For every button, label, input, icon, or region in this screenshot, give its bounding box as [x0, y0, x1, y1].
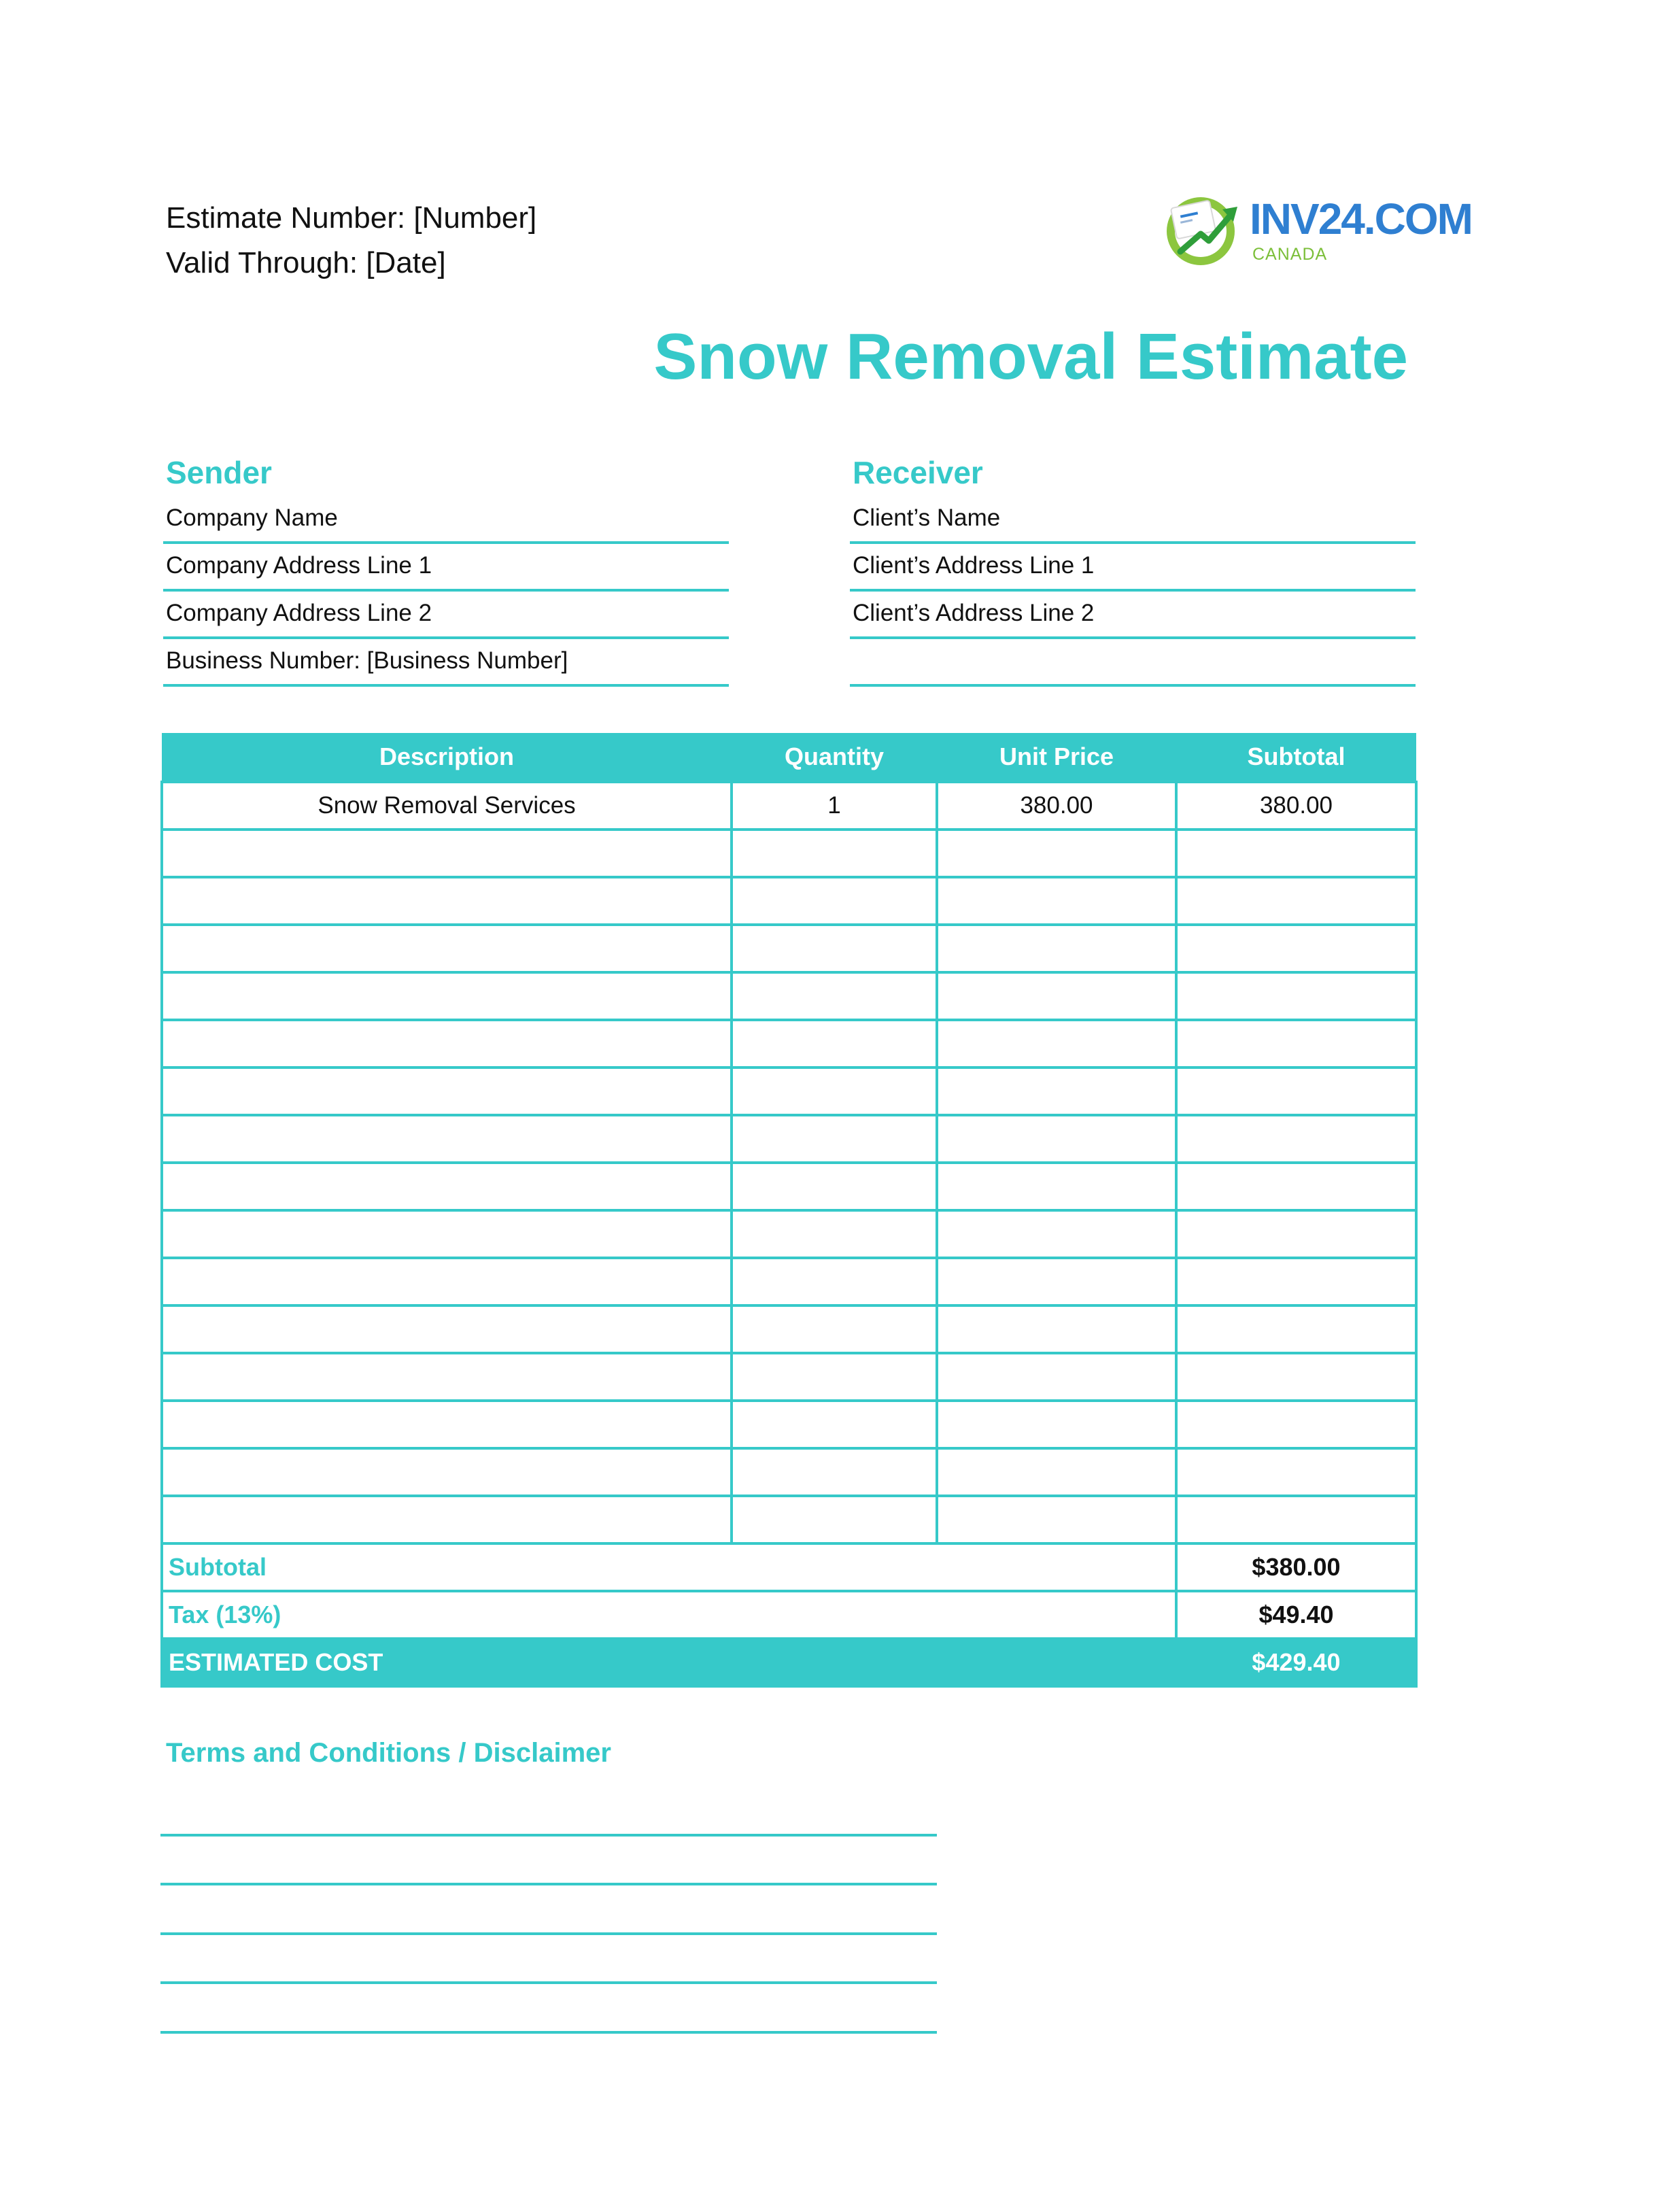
cell-unit-price[interactable]: [937, 925, 1176, 972]
logo-text: INV24.COM: [1250, 194, 1472, 243]
cell-subtotal[interactable]: [1176, 1020, 1416, 1068]
cell-subtotal[interactable]: [1176, 1115, 1416, 1163]
table-row: [162, 925, 1416, 972]
receiver-address-line-1[interactable]: Client’s Address Line 1: [850, 544, 1416, 592]
cell-quantity[interactable]: [732, 830, 937, 877]
cell-description[interactable]: [162, 972, 732, 1020]
table-row: [162, 1353, 1416, 1401]
receiver-address-line-2[interactable]: Client’s Address Line 2: [850, 592, 1416, 639]
terms-heading: Terms and Conditions / Disclaimer: [166, 1738, 611, 1768]
cell-description[interactable]: [162, 1448, 732, 1496]
cell-subtotal[interactable]: [1176, 1163, 1416, 1210]
items-table: [160, 733, 1418, 1545]
header-unit-price: Unit Price: [937, 733, 1176, 782]
cell-quantity[interactable]: [732, 877, 937, 925]
cell-description[interactable]: [162, 1496, 732, 1543]
cell-quantity[interactable]: [732, 1210, 937, 1258]
estimate-number: Estimate Number: [Number]: [166, 201, 537, 235]
cell-quantity[interactable]: [732, 1305, 937, 1353]
cell-unit-price[interactable]: [937, 1115, 1176, 1163]
sender-block: [163, 449, 729, 687]
cell-description[interactable]: [162, 925, 732, 972]
cell-subtotal[interactable]: 380.00: [1176, 782, 1416, 830]
cell-unit-price[interactable]: [937, 830, 1176, 877]
table-row: [162, 1305, 1416, 1353]
items-header-row: [162, 733, 1416, 782]
cell-quantity[interactable]: [732, 1401, 937, 1448]
logo-country: CANADA: [1252, 245, 1328, 264]
cell-quantity[interactable]: [732, 925, 937, 972]
cell-subtotal[interactable]: [1176, 972, 1416, 1020]
cell-quantity[interactable]: [732, 1068, 937, 1115]
cell-subtotal[interactable]: [1176, 1068, 1416, 1115]
cell-quantity[interactable]: [732, 1448, 937, 1496]
cell-description[interactable]: [162, 1163, 732, 1210]
cell-description[interactable]: [162, 1353, 732, 1401]
cell-subtotal[interactable]: [1176, 925, 1416, 972]
cell-description[interactable]: [162, 1401, 732, 1448]
logo-arrow-icon: [1161, 189, 1243, 271]
table-row: [162, 1210, 1416, 1258]
table-row: [162, 1448, 1416, 1496]
cell-unit-price[interactable]: [937, 1305, 1176, 1353]
cell-description[interactable]: [162, 1258, 732, 1305]
estimated-cost-label: ESTIMATED COST: [162, 1639, 1176, 1686]
subtotal-row: [162, 1543, 1416, 1591]
table-row: [162, 1068, 1416, 1115]
sender-address-line-2[interactable]: Company Address Line 2: [163, 592, 729, 639]
cell-quantity[interactable]: 1: [732, 782, 937, 830]
company-logo: [1161, 189, 1472, 271]
cell-description[interactable]: [162, 1068, 732, 1115]
cell-subtotal[interactable]: [1176, 1496, 1416, 1543]
sender-address-line-1[interactable]: Company Address Line 1: [163, 544, 729, 592]
cell-unit-price[interactable]: 380.00: [937, 782, 1176, 830]
receiver-extra-line[interactable]: [850, 639, 1416, 687]
cell-quantity[interactable]: [732, 1020, 937, 1068]
cell-unit-price[interactable]: [937, 1068, 1176, 1115]
cell-subtotal[interactable]: [1176, 1258, 1416, 1305]
terms-line[interactable]: [160, 1935, 937, 1985]
cell-unit-price[interactable]: [937, 1020, 1176, 1068]
cell-description[interactable]: [162, 1115, 732, 1163]
table-row: [162, 1163, 1416, 1210]
cell-unit-price[interactable]: [937, 1448, 1176, 1496]
estimate-meta: [166, 196, 536, 286]
table-row: [162, 782, 1416, 830]
tax-row: [162, 1591, 1416, 1639]
terms-line[interactable]: [160, 1787, 937, 1837]
table-row: [162, 972, 1416, 1020]
cell-unit-price[interactable]: [937, 1258, 1176, 1305]
terms-line[interactable]: [160, 1885, 937, 1935]
receiver-client-name[interactable]: Client’s Name: [850, 496, 1416, 544]
cell-quantity[interactable]: [732, 1353, 937, 1401]
page-title: Snow Removal Estimate: [653, 320, 1408, 393]
cell-unit-price[interactable]: [937, 1496, 1176, 1543]
cell-quantity[interactable]: [732, 1163, 937, 1210]
table-row: [162, 830, 1416, 877]
subtotal-label: Subtotal: [162, 1543, 1176, 1591]
cell-subtotal[interactable]: [1176, 877, 1416, 925]
cell-description[interactable]: [162, 830, 732, 877]
cell-quantity[interactable]: [732, 1258, 937, 1305]
estimated-cost-value[interactable]: $429.40: [1176, 1639, 1416, 1686]
cell-unit-price[interactable]: [937, 972, 1176, 1020]
header-quantity: Quantity: [732, 733, 937, 782]
table-row: [162, 1496, 1416, 1543]
header-subtotal: Subtotal: [1176, 733, 1416, 782]
cell-subtotal[interactable]: [1176, 1305, 1416, 1353]
cell-subtotal[interactable]: [1176, 1210, 1416, 1258]
cell-subtotal[interactable]: [1176, 1448, 1416, 1496]
cell-subtotal[interactable]: [1176, 1401, 1416, 1448]
terms-line[interactable]: [160, 1837, 937, 1886]
cell-subtotal[interactable]: [1176, 830, 1416, 877]
cell-unit-price[interactable]: [937, 1401, 1176, 1448]
estimated-cost-row: [162, 1639, 1416, 1686]
table-row: [162, 1115, 1416, 1163]
tax-value[interactable]: $49.40: [1176, 1591, 1416, 1639]
valid-through: Valid Through: [Date]: [166, 246, 446, 279]
sender-business-number[interactable]: Business Number: [Business Number]: [163, 639, 729, 687]
cell-description[interactable]: Snow Removal Services: [162, 782, 732, 830]
table-row: [162, 1401, 1416, 1448]
cell-description[interactable]: [162, 1210, 732, 1258]
terms-lines: [160, 1787, 937, 2034]
table-row: [162, 1258, 1416, 1305]
table-row: [162, 877, 1416, 925]
receiver-block: [850, 449, 1416, 687]
cell-quantity[interactable]: [732, 972, 937, 1020]
table-row: [162, 1020, 1416, 1068]
totals-table: [160, 1542, 1418, 1688]
receiver-heading: Receiver: [853, 455, 983, 490]
cell-quantity[interactable]: [732, 1115, 937, 1163]
cell-subtotal[interactable]: [1176, 1353, 1416, 1401]
cell-quantity[interactable]: [732, 1496, 937, 1543]
cell-unit-price[interactable]: [937, 1163, 1176, 1210]
subtotal-value[interactable]: $380.00: [1176, 1543, 1416, 1591]
cell-unit-price[interactable]: [937, 1353, 1176, 1401]
terms-line[interactable]: [160, 1984, 937, 2034]
cell-unit-price[interactable]: [937, 1210, 1176, 1258]
cell-description[interactable]: [162, 1305, 732, 1353]
sender-heading: Sender: [166, 455, 272, 490]
tax-label: Tax (13%): [162, 1591, 1176, 1639]
header-description: Description: [162, 733, 732, 782]
cell-description[interactable]: [162, 877, 732, 925]
cell-description[interactable]: [162, 1020, 732, 1068]
sender-company-name[interactable]: Company Name: [163, 496, 729, 544]
cell-unit-price[interactable]: [937, 877, 1176, 925]
